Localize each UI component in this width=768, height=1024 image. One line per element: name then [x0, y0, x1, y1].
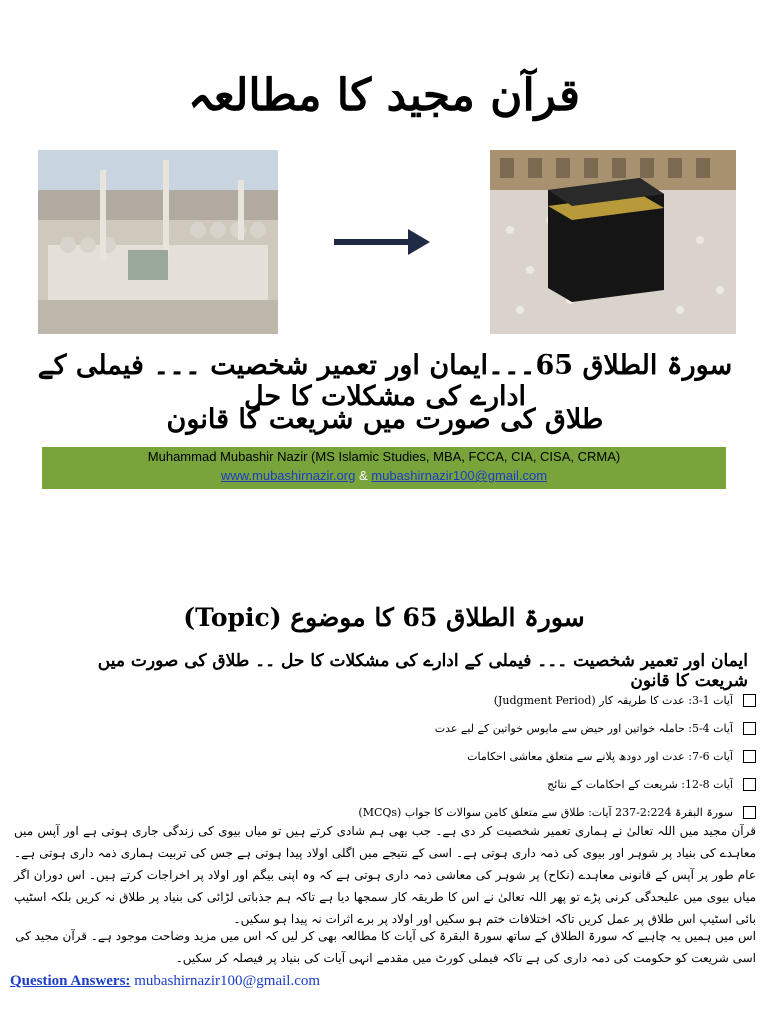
topic-list — [360, 686, 756, 826]
intro-paragraph: قرآن مجید میں اللہ تعالیٰ نے ہماری تعمیر شخصیت کر دی ہے۔ جب بھی ہم شادی کرتے ہیں تو میاں بیوی کی زندگی جاری ہوتی ہے اور آپس میں معاہدے کی بنیاد پر شوہر اور بیوی کی ذمہ داری ہوتی ہے۔ اسی کے نتیجے میں اگلی اولاد پیدا ہوتی ہے جس کی تربیت ہماری ذمہ داری ہوتی ہے۔ عام طور پر آپس کے قانونی معاہدے (نکاح) پر شوہر کی معاشی ذمہ داری ہوتی ہے کہ وہ اپنی بیگم اور اولاد پر اخراجات کرتے ہیں۔ اس دوران اگر میاں بیوی میں علیحدگی کرنی پڑے تو پھر اللہ تعالیٰ نے اس کا طریقہ کار سمجھا دیا ہے تاکہ ہم جذباتی لڑائی کی بنیاد پر طلاق نہ کریں بلکہ اسٹیپ بائی اسٹیپ اس طلاق پر عمل کریں تاکہ اختلافات ختم ہو سکیں اور اولاد پر برے اثرات نہ پیدا ہو سکیں۔ — [14, 824, 756, 926]
surah-heading: سورۃ الطلاق 65۔۔۔ایمان اور تعمیر شخصیت ۔۔۔ فیملی کے ادارے کی مشکلات کا حل — [37, 350, 733, 412]
author-banner — [42, 447, 726, 489]
checkbox-icon — [743, 694, 756, 707]
list-item — [360, 742, 756, 770]
right-arrow-icon — [334, 229, 430, 255]
question-answers-label: Question Answers: — [10, 973, 131, 989]
list-item-label: آیات 4-5: حاملہ خواتین اور حیض سے مایوس خواتین کے لیے عدت — [434, 721, 733, 735]
list-item-label: سورۃ البقرۃ 2:224-237 آیات: طلاق سے متعلق کامن سوالات کا جواب (MCQs) — [358, 805, 733, 819]
website-link[interactable]: www.mubashirnazir.org — [220, 468, 356, 483]
checkbox-icon — [743, 750, 756, 763]
list-item — [360, 686, 756, 714]
checkbox-icon — [743, 778, 756, 791]
topic-subtitle: ایمان اور تعمیر شخصیت ۔۔۔ فیملی کے ادارے کی مشکلات کا حل ۔۔ طلاق کی صورت میں شریعت کا قانون — [97, 651, 748, 691]
closing-paragraph: اس میں ہمیں یہ چاہیے کہ سورۃ الطلاق کے ساتھ سورۃ البقرۃ کی آیات کا مطالعہ بھی کر لیں کہ اس میں مزید وضاحت موجود ہے۔ قرآن مجید کی اسی شریعت کو حکومت کی ذمہ داری کی ہے تاکہ فیملی کورٹ میں مقدمے انہی آیات کی بنیاد پر فیصلہ کر سکیں۔ — [15, 929, 756, 965]
page-title: قرآن مجید کا مطالعہ — [188, 70, 580, 121]
list-item-label: آیات 1-3: عدت کا طریقہ کار (Judgment Period) — [493, 693, 733, 707]
list-item-label: آیات 8-12: شریعت کے احکامات کے نتائج — [547, 777, 733, 791]
checkbox-icon — [743, 722, 756, 735]
mosque-photo — [38, 150, 278, 334]
topic-title: سورۃ الطلاق 65 کا موضوع (Topic) — [183, 603, 585, 632]
author-links — [42, 468, 726, 483]
ampersand: & — [358, 468, 368, 483]
author-name: Muhammad Mubashir Nazir (MS Islamic Studies, MBA, FCCA, CIA, CISA, CRMA) — [147, 449, 621, 464]
checkbox-icon — [743, 806, 756, 819]
surah-subheading: طلاق کی صورت میں شریعت کا قانون — [166, 404, 604, 435]
list-item-label: آیات 6-7: عدت اور دودھ پلانے سے متعلق معاشی احکامات — [467, 749, 733, 763]
email-link[interactable]: mubashirnazir100@gmail.com — [371, 468, 548, 483]
list-item — [360, 714, 756, 742]
question-answers-email[interactable]: mubashirnazir100@gmail.com — [134, 973, 321, 989]
kaaba-photo — [490, 150, 736, 334]
list-item — [360, 770, 756, 798]
question-answers-line — [10, 973, 320, 990]
